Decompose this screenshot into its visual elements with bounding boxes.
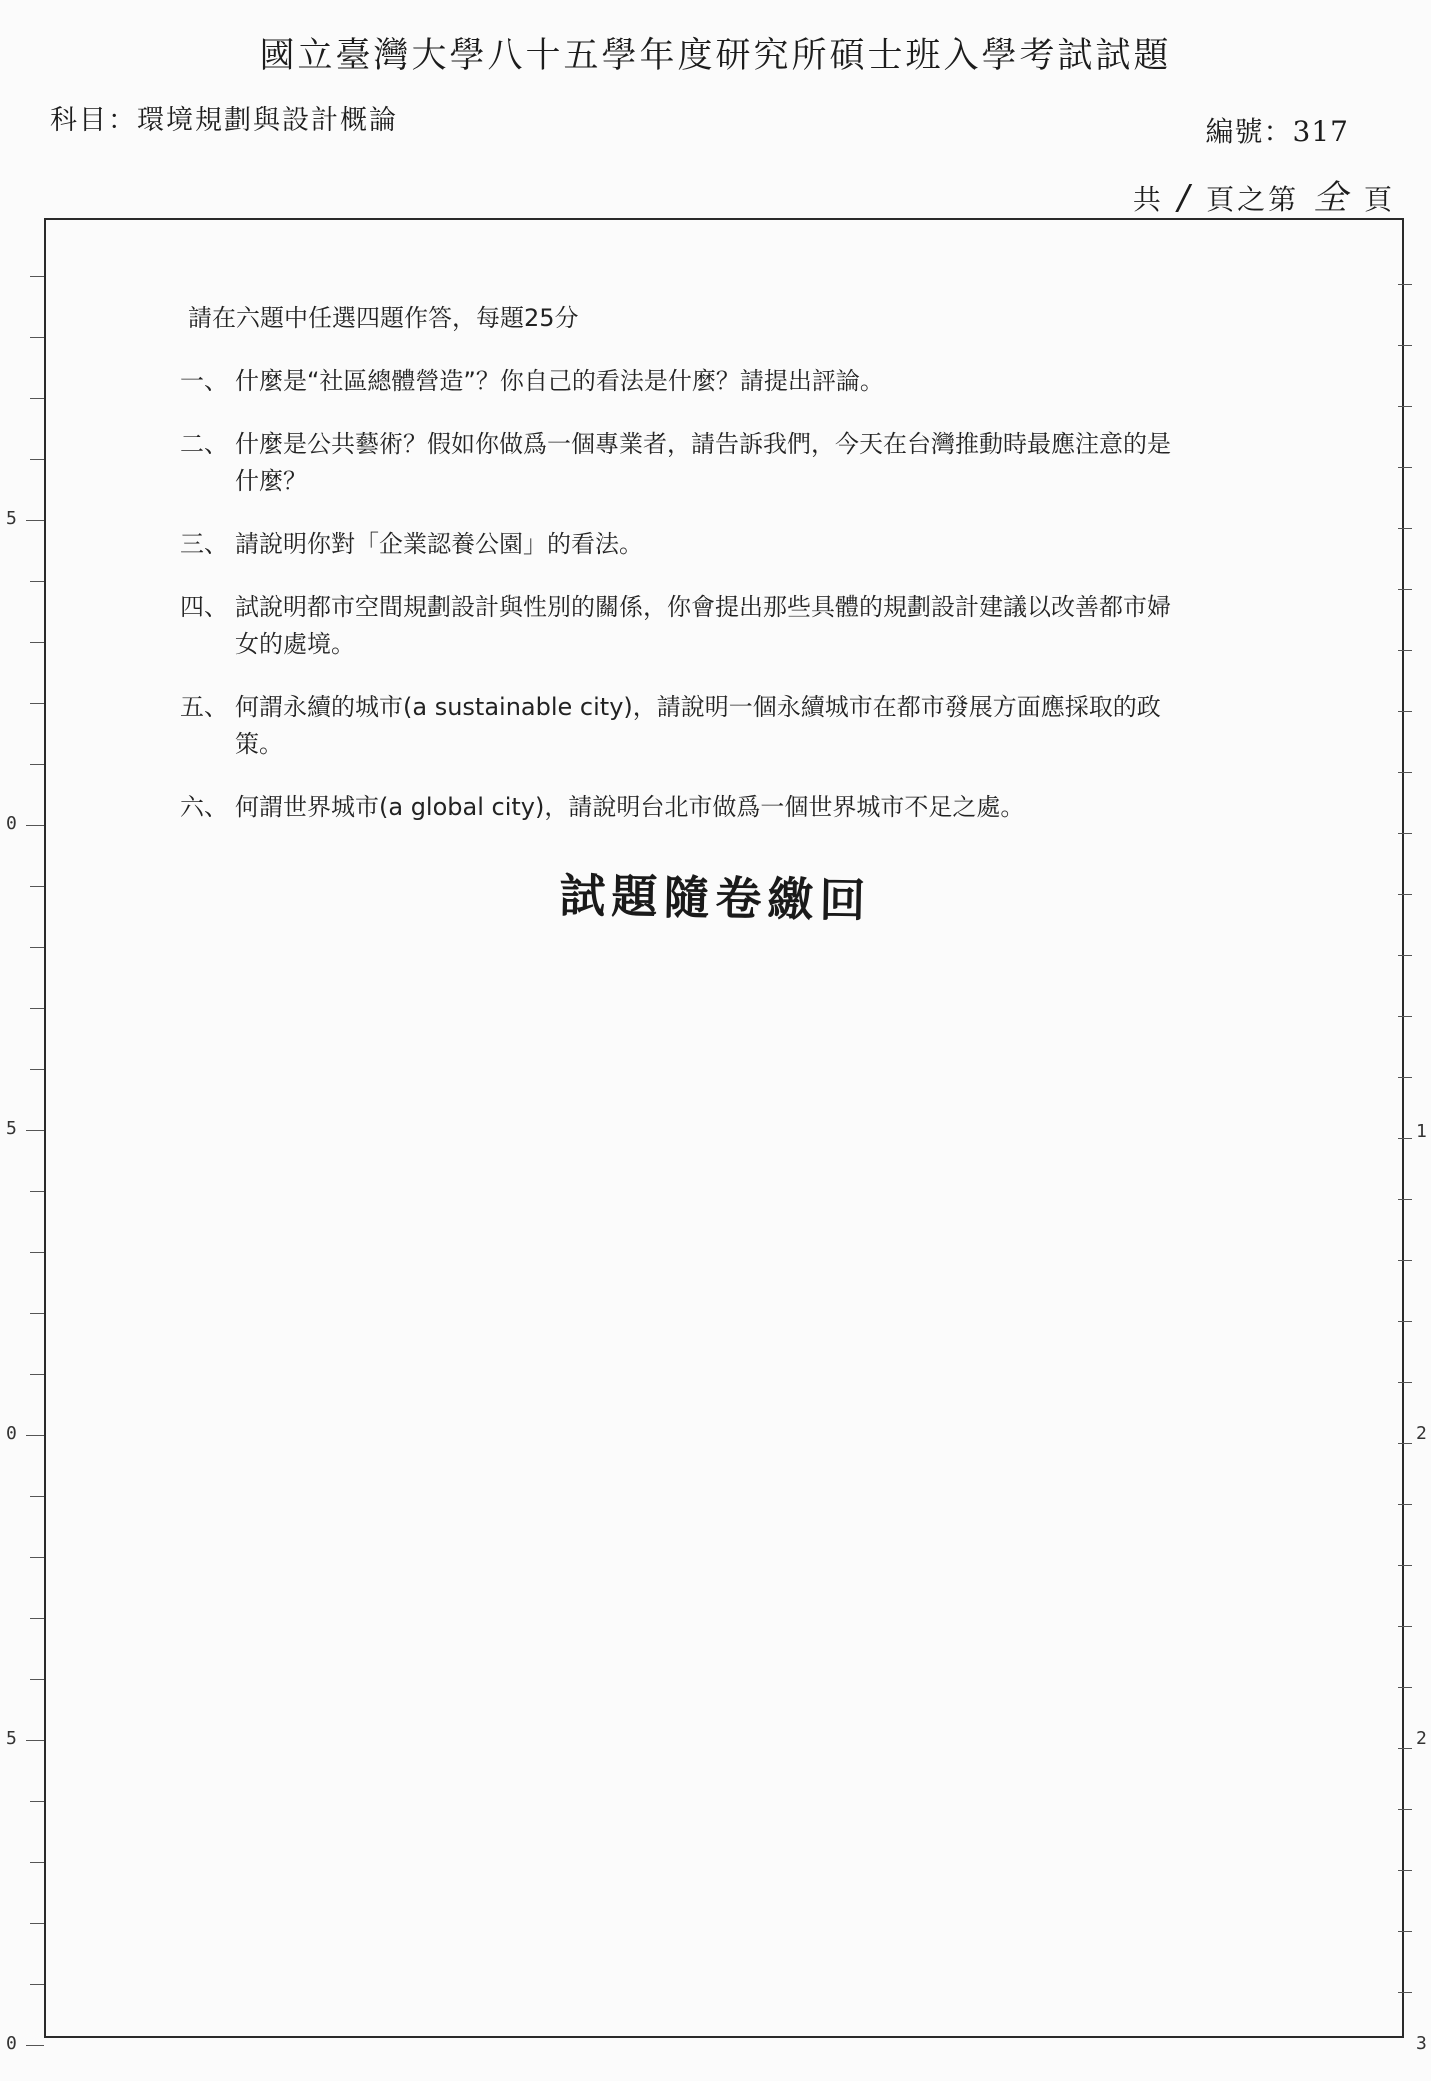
ruler-tick	[30, 1496, 44, 1497]
ruler-tick	[1398, 467, 1412, 468]
ruler-tick	[1398, 772, 1412, 773]
ruler-tick	[30, 1374, 44, 1375]
question-text: 何謂永續的城市(a sustainable city)，請說明一個永續城市在都市發展方面應採取的政策。	[235, 693, 1161, 758]
question-item	[180, 689, 1180, 763]
question-item	[180, 789, 1180, 826]
question-content	[180, 300, 1180, 852]
ruler-tick	[1398, 1931, 1412, 1932]
ruler-label: 0	[6, 1423, 17, 1444]
question-number: 三、	[180, 530, 228, 558]
question-item	[180, 526, 1180, 563]
ruler-tick	[1398, 1687, 1412, 1688]
ruler-tick	[30, 1313, 44, 1314]
ruler-tick	[30, 276, 44, 277]
ruler-tick	[30, 703, 44, 704]
ruler-tick	[1398, 1138, 1412, 1139]
ruler-label: 2	[1416, 1423, 1427, 1444]
ruler-tick	[1398, 1565, 1412, 1566]
page-count-prefix: 共	[1132, 183, 1164, 216]
ruler-tick	[1398, 833, 1412, 834]
ruler-tick	[1398, 1077, 1412, 1078]
ruler-tick	[1398, 894, 1412, 895]
ruler-tick	[1398, 1016, 1412, 1017]
ruler-label: 0	[6, 813, 17, 834]
question-text: 試說明都市空間規劃設計與性別的關係，你會提出那些具體的規劃設計建議以改善都市婦女的處境。	[235, 593, 1171, 658]
question-number: 五、	[180, 693, 228, 721]
ruler-tick	[1398, 1992, 1412, 1993]
question-text: 什麼是“社區總體營造”？你自己的看法是什麼？請提出評論。	[235, 367, 884, 395]
question-text: 何謂世界城市(a global city)，請說明台北市做爲一個世界城市不足之處。	[235, 793, 1025, 821]
ruler-tick	[30, 459, 44, 460]
ruler-tick	[1398, 1321, 1412, 1322]
ruler-tick	[1398, 1626, 1412, 1627]
ruler-tick	[30, 886, 44, 887]
ruler-label: 5	[6, 508, 17, 529]
ruler-tick	[30, 1618, 44, 1619]
ruler-tick	[30, 337, 44, 338]
page-count-total: /	[1177, 178, 1193, 218]
ruler-tick	[1398, 1443, 1412, 1444]
ruler-tick	[1398, 345, 1412, 346]
exam-subject: 科目：環境規劃與設計概論	[50, 105, 398, 136]
ruler-tick	[30, 1679, 44, 1680]
page-count-current: 全	[1313, 178, 1351, 218]
ruler-tick-major	[26, 1740, 44, 1741]
ruler-tick-major	[26, 520, 44, 521]
ruler-tick	[30, 642, 44, 643]
ruler-tick	[30, 764, 44, 765]
ruler-tick	[1398, 711, 1412, 712]
ruler-label: 3	[1416, 2033, 1427, 2054]
ruler-tick	[1398, 1748, 1412, 1749]
ruler-tick	[1398, 528, 1412, 529]
ruler-tick-major	[26, 1130, 44, 1131]
ruler-tick	[1398, 1809, 1412, 1810]
ruler-tick	[1398, 284, 1412, 285]
question-text: 什麼是公共藝術？假如你做爲一個專業者，請告訴我們，今天在台灣推動時最應注意的是什麼？	[235, 430, 1171, 495]
ruler-tick	[1398, 650, 1412, 651]
ruler-tick-major	[26, 2045, 44, 2046]
ruler-tick	[30, 1557, 44, 1558]
return-paper-stamp: 試題隨卷繳回	[559, 868, 872, 928]
ruler-label: 2	[1416, 1728, 1427, 1749]
ruler-tick	[1398, 406, 1412, 407]
ruler-tick	[1398, 1504, 1412, 1505]
ruler-tick	[30, 1191, 44, 1192]
exam-code: 編號：317	[1205, 115, 1349, 148]
ruler-tick	[1398, 1199, 1412, 1200]
question-item	[180, 589, 1180, 663]
page-count-suffix: 頁	[1363, 183, 1395, 216]
instruction-text: 請在六題中任選四題作答，每題25分	[188, 304, 579, 332]
ruler-tick	[30, 1923, 44, 1924]
ruler-tick	[1398, 955, 1412, 956]
question-number: 四、	[180, 593, 228, 621]
ruler-tick	[1398, 589, 1412, 590]
ruler-tick	[30, 1008, 44, 1009]
ruler-tick	[30, 1984, 44, 1985]
question-number: 六、	[180, 793, 228, 821]
ruler-tick	[30, 1069, 44, 1070]
ruler-tick	[30, 581, 44, 582]
ruler-tick	[30, 1801, 44, 1802]
ruler-label: 5	[6, 1118, 17, 1139]
ruler-tick	[30, 947, 44, 948]
ruler-tick	[1398, 1260, 1412, 1261]
question-number: 二、	[180, 430, 228, 458]
question-text: 請說明你對「企業認養公園」的看法。	[235, 530, 643, 558]
ruler-label: 1	[1416, 1121, 1427, 1142]
page-count-middle: 頁之第	[1206, 183, 1300, 216]
question-number: 一、	[180, 367, 228, 395]
question-item	[180, 363, 1180, 400]
ruler-tick-major	[26, 825, 44, 826]
ruler-label: 5	[6, 1728, 17, 1749]
question-item	[180, 426, 1180, 500]
ruler-tick	[1398, 1870, 1412, 1871]
ruler-label: 0	[6, 2033, 17, 2054]
ruler-tick	[1398, 1382, 1412, 1383]
ruler-tick	[30, 1252, 44, 1253]
ruler-tick	[30, 398, 44, 399]
ruler-tick	[30, 1862, 44, 1863]
ruler-tick-major	[26, 1435, 44, 1436]
page-count	[1133, 170, 1395, 219]
page-title: 國立臺灣大學八十五學年度研究所碩士班入學考試試題	[259, 36, 1172, 76]
